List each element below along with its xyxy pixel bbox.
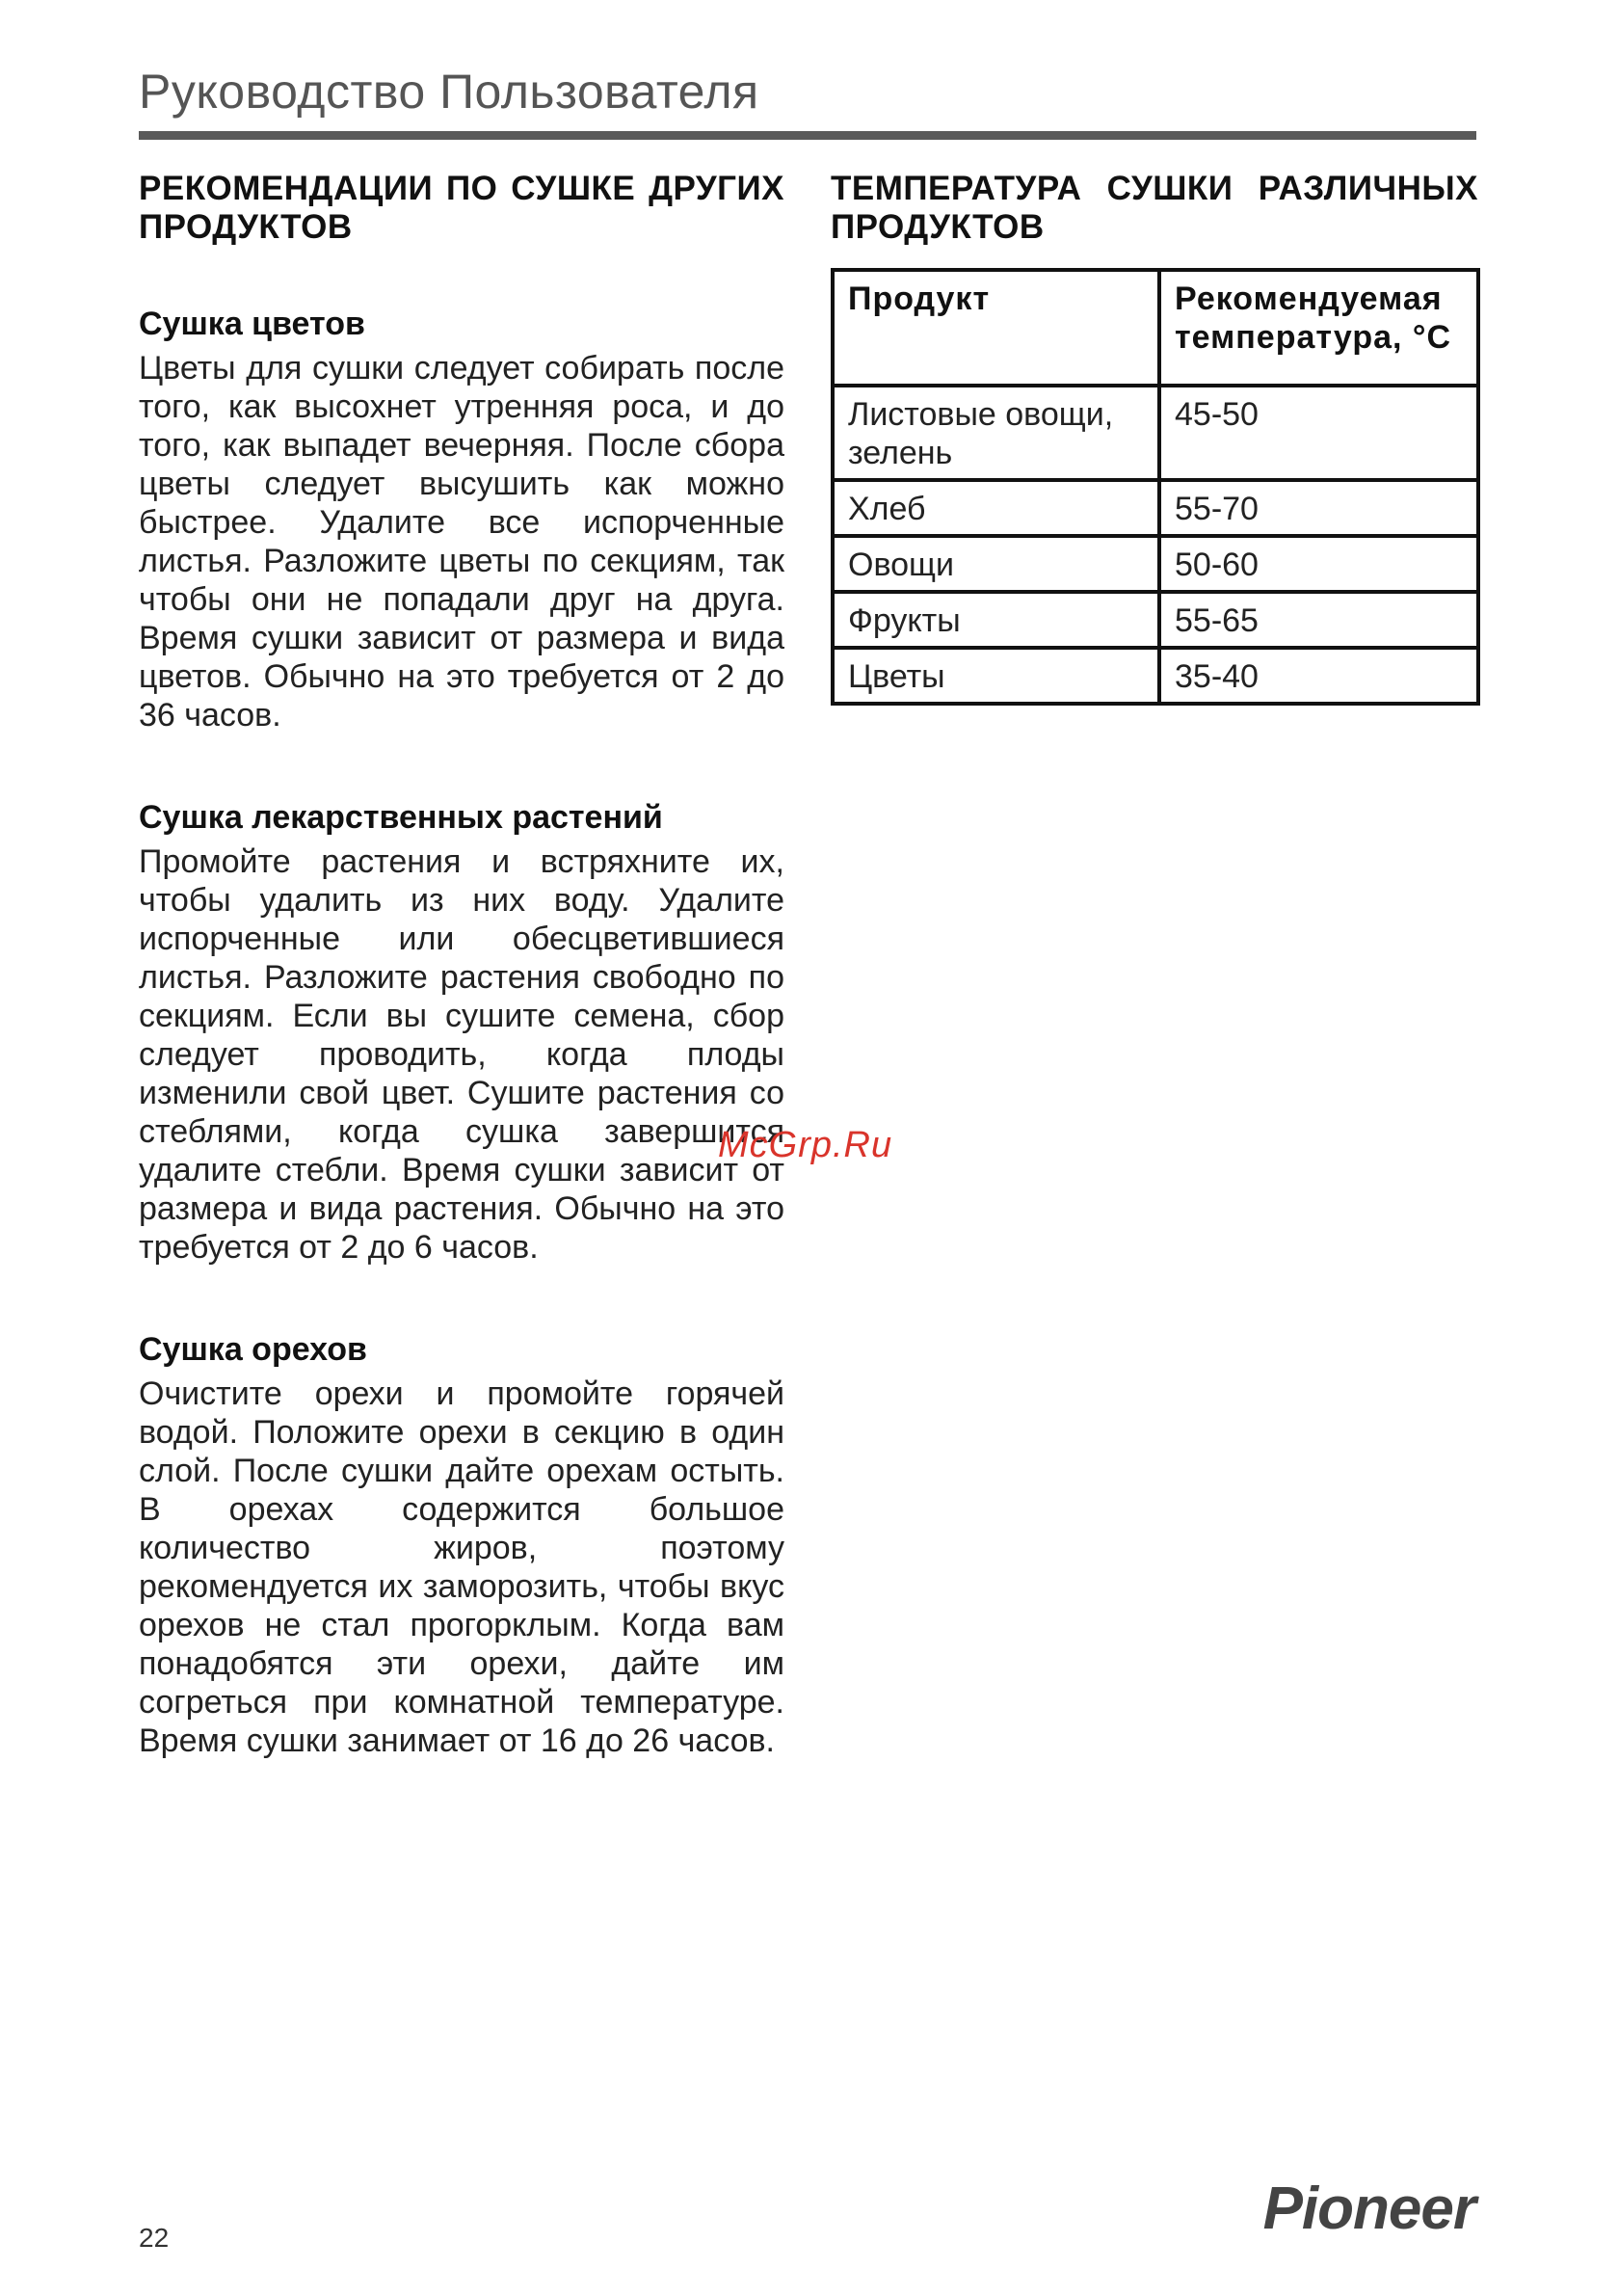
table-cell-product: Цветы bbox=[833, 648, 1159, 704]
table-header-row bbox=[833, 270, 1478, 386]
pioneer-logo: Pioneer bbox=[1262, 2176, 1475, 2242]
block-nuts bbox=[139, 1330, 784, 1760]
table-header-product: Продукт bbox=[833, 270, 1159, 386]
watermark-text: McGrp.Ru bbox=[718, 1125, 893, 1165]
table-header-temperature: Рекомендуемая температура, °С bbox=[1159, 270, 1478, 386]
section-title-drying-recommendations: РЕКОМЕНДАЦИИ ПО СУШКЕ ДРУГИХ ПРОДУКТОВ bbox=[139, 170, 784, 246]
paragraph-flowers: Цветы для сушки следует собирать после того, как высохнет утренняя роса, и до того, как выпадет вечерняя. После сбора цветы следует высушить как можно быстрее. Удалите все испорченные листья. Разложите цветы по секциям, так чтобы они не попадали друг на друга. Время сушки зависит от размера и вида цветов. Обычно на это требуется от 2 до 36 часов. bbox=[139, 350, 784, 734]
right-column bbox=[831, 170, 1478, 706]
paragraph-herbs: Промойте растения и встряхните их, чтобы удалить из них воду. Удалите испорченные или обесцветившиеся листья. Разложите растения свободно по секциям. Если вы сушите семена, сбор следует проводить, когда плоды изменили свой цвет. Сушите растения со стеблями, когда сушка завершится удалите стебли. Время сушки зависит от размера и вида растения. Обычно на это требуется от 2 до 6 часов. bbox=[139, 843, 784, 1266]
subtitle-nuts: Сушка орехов bbox=[139, 1331, 367, 1368]
table-row bbox=[833, 386, 1478, 480]
subtitle-herbs: Сушка лекарственных растений bbox=[139, 799, 663, 836]
block-flowers bbox=[139, 305, 784, 734]
table-cell-temperature: 50-60 bbox=[1159, 536, 1478, 592]
section-title-temperature: ТЕМПЕРАТУРА СУШКИ РАЗЛИЧНЫХ ПРОДУКТОВ bbox=[831, 170, 1478, 246]
subtitle-flowers: Сушка цветов bbox=[139, 306, 365, 342]
paragraph-nuts: Очистите орехи и промойте горячей водой. Положите орехи в секцию в один слой. После сушки дайте орехам остыть. В орехах содержится большое количество жиров, поэтому рекомендуется их заморозить, чтобы вкус орехов не стал прогорклым. Когда вам понадобятся эти орехи, дайте им согреться при комнатной температуре. Время сушки занимает от 16 до 26 часов. bbox=[139, 1375, 784, 1759]
table-cell-temperature: 35-40 bbox=[1159, 648, 1478, 704]
table-cell-product: Фрукты bbox=[833, 592, 1159, 648]
temperature-table bbox=[831, 268, 1480, 706]
table-cell-product: Хлеб bbox=[833, 480, 1159, 536]
block-herbs bbox=[139, 798, 784, 1267]
page-header-title: Руководство Пользователя bbox=[139, 65, 759, 119]
table-cell-product: Овощи bbox=[833, 536, 1159, 592]
table-cell-temperature: 55-65 bbox=[1159, 592, 1478, 648]
table-cell-temperature: 45-50 bbox=[1159, 386, 1478, 480]
table-row bbox=[833, 480, 1478, 536]
table-row bbox=[833, 536, 1478, 592]
header-divider bbox=[139, 131, 1476, 140]
table-row bbox=[833, 648, 1478, 704]
left-column bbox=[139, 170, 784, 1760]
table-row bbox=[833, 592, 1478, 648]
table-cell-product: Листовые овощи, зелень bbox=[833, 386, 1159, 480]
table-cell-temperature: 55-70 bbox=[1159, 480, 1478, 536]
page-number: 22 bbox=[139, 2223, 170, 2253]
